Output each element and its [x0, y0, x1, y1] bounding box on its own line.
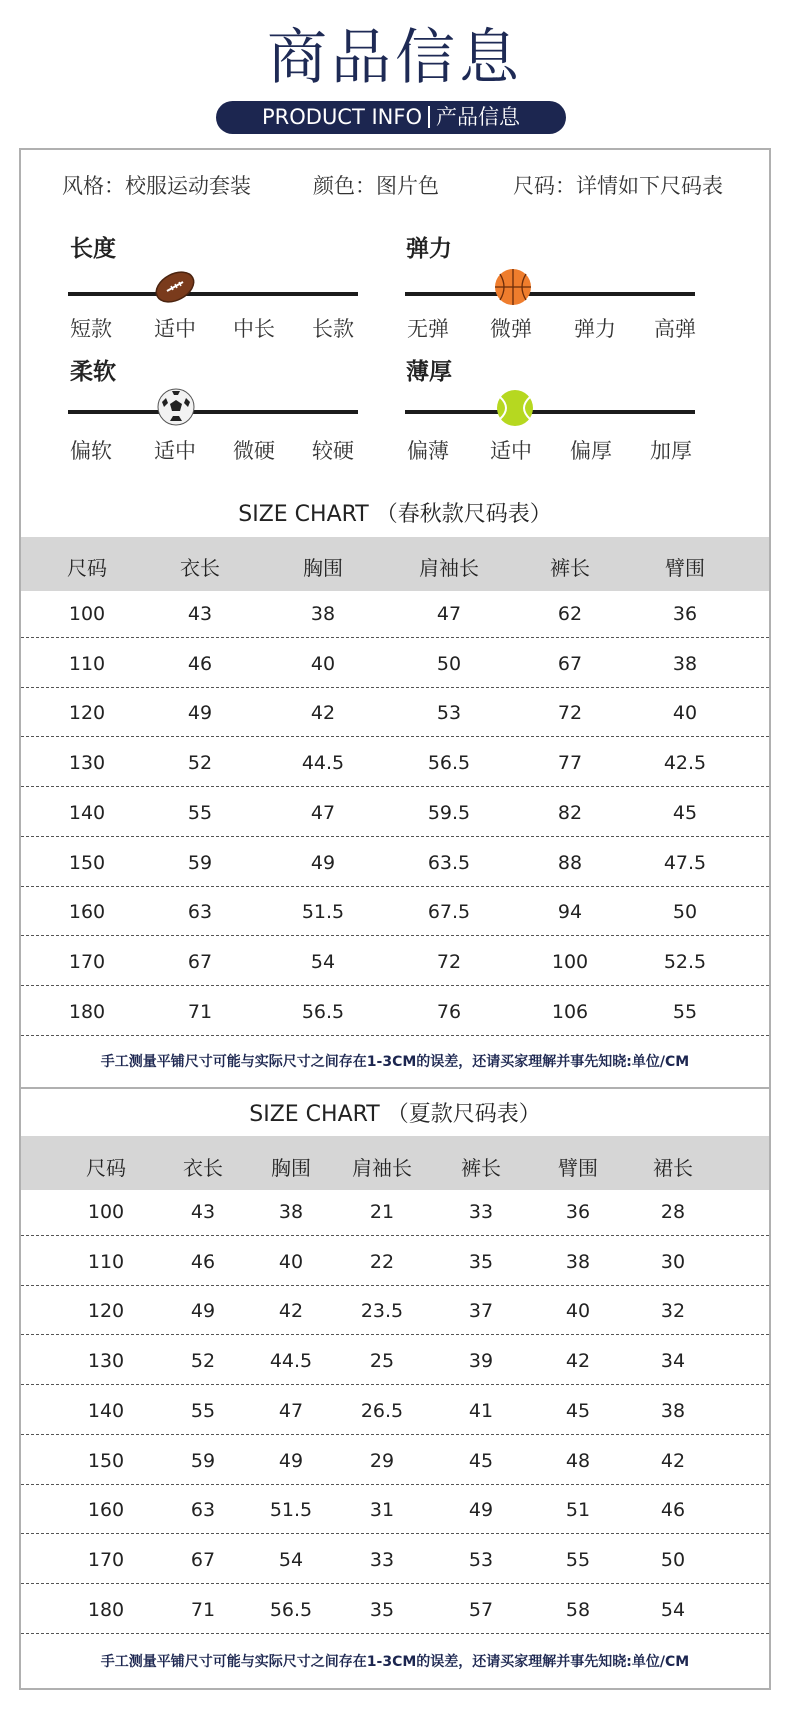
chart2-header-5: 臂围 — [558, 1156, 598, 1180]
chart2-cell: 67 — [190, 1548, 216, 1571]
chart2-cell: 51.5 — [269, 1499, 313, 1522]
chart1-cell: 72 — [557, 702, 583, 725]
chart1-cell: 59.5 — [427, 801, 471, 824]
chart2-cell: 33 — [369, 1548, 395, 1571]
chart2-cell: 40 — [278, 1250, 304, 1273]
chart1-cell: 120 — [68, 702, 106, 725]
softness-label-1: 适中 — [154, 439, 196, 463]
chart2-header-4: 裤长 — [461, 1156, 501, 1180]
chart2-cell: 57 — [468, 1598, 494, 1621]
chart1-cell: 38 — [310, 603, 336, 625]
chart1-header-row — [21, 537, 769, 591]
tennis-ball-icon — [496, 389, 534, 427]
chart2-cell: 22 — [369, 1250, 395, 1273]
chart1-cell: 43 — [187, 603, 213, 625]
length-label-3: 长款 — [312, 317, 354, 341]
size-info: 尺码：详情如下尺码表 — [513, 174, 723, 198]
chart2-cell: 42 — [278, 1300, 304, 1323]
chart1-cell: 42.5 — [663, 752, 707, 775]
chart2-cell: 29 — [369, 1449, 395, 1472]
chart1-cell: 160 — [68, 901, 106, 924]
table-row-divider — [21, 736, 769, 737]
chart1-cell: 51.5 — [301, 901, 345, 924]
chart1-cell: 40 — [310, 652, 336, 675]
chart1-cell: 36 — [672, 603, 698, 625]
thickness-title: 薄厚 — [406, 359, 452, 385]
chart1-cell: 94 — [557, 901, 583, 924]
chart2-cell: 120 — [87, 1300, 125, 1323]
chart1-cell: 52.5 — [663, 950, 707, 973]
chart2-cell: 38 — [660, 1399, 686, 1422]
chart2-header-0: 尺码 — [86, 1156, 126, 1180]
chart2-cell: 51 — [565, 1499, 591, 1522]
chart2-cell: 26.5 — [360, 1399, 404, 1422]
section-divider — [19, 1087, 771, 1089]
table-row-divider — [21, 1484, 769, 1485]
chart2-cell: 21 — [369, 1201, 395, 1223]
chart2-cell: 150 — [87, 1449, 125, 1472]
banner-chinese: 产品信息 — [436, 105, 520, 129]
chart2-cell: 40 — [565, 1300, 591, 1323]
chart2-cell: 31 — [369, 1499, 395, 1522]
chart1-header-1: 衣长 — [180, 556, 220, 580]
banner-separator — [428, 106, 430, 128]
table-row-divider — [21, 1035, 769, 1036]
chart2-cell: 49 — [278, 1449, 304, 1472]
chart1-cell: 130 — [68, 752, 106, 775]
chart1-cell: 49 — [187, 702, 213, 725]
chart2-cell: 56.5 — [269, 1598, 313, 1621]
info-frame — [19, 148, 771, 1690]
chart2-cell: 180 — [87, 1598, 125, 1621]
chart2-cell: 59 — [190, 1449, 216, 1472]
chart2-cell: 63 — [190, 1499, 216, 1522]
chart2-cell: 39 — [468, 1350, 494, 1373]
chart1-header-4: 裤长 — [550, 556, 590, 580]
chart1-cell: 77 — [557, 752, 583, 775]
thickness-scale-line — [405, 410, 695, 414]
softness-title: 柔软 — [70, 359, 116, 385]
length-label-0: 短款 — [70, 317, 112, 341]
chart2-cell: 140 — [87, 1399, 125, 1422]
chart2-cell: 42 — [565, 1350, 591, 1373]
elasticity-label-2: 弹力 — [574, 317, 616, 341]
chart1-cell: 59 — [187, 851, 213, 874]
chart1-cell: 54 — [310, 950, 336, 973]
style-info: 风格：校服运动套装 — [62, 174, 251, 198]
elasticity-scale-line — [405, 292, 695, 296]
chart2-cell: 130 — [87, 1350, 125, 1373]
chart1-cell: 72 — [436, 950, 462, 973]
chart2-cell: 100 — [87, 1201, 125, 1223]
table-row-divider — [21, 1235, 769, 1236]
chart2-cell: 45 — [468, 1449, 494, 1472]
chart1-header-5: 臂围 — [665, 556, 705, 580]
chart1-cell: 55 — [187, 801, 213, 824]
chart2-cell: 36 — [565, 1201, 591, 1223]
chart2-cell: 37 — [468, 1300, 494, 1323]
chart1-cell: 55 — [672, 1000, 698, 1023]
chart1-cell: 110 — [68, 652, 106, 675]
chart2-header-2: 胸围 — [271, 1156, 311, 1180]
color-info: 颜色：图片色 — [313, 174, 439, 198]
chart2-cell: 38 — [278, 1201, 304, 1223]
chart1-cell: 53 — [436, 702, 462, 725]
banner-english: PRODUCT INFO — [261, 105, 422, 129]
chart2-cell: 110 — [87, 1250, 125, 1273]
chart2-cell: 48 — [565, 1449, 591, 1472]
chart1-cell: 40 — [672, 702, 698, 725]
chart1-cell: 50 — [672, 901, 698, 924]
chart2-cell: 42 — [660, 1449, 686, 1472]
chart2-cell: 46 — [660, 1499, 686, 1522]
chart2-cell: 43 — [190, 1201, 216, 1223]
chart2-cell: 28 — [660, 1201, 686, 1223]
chart2-cell: 54 — [278, 1548, 304, 1571]
chart1-cell: 180 — [68, 1000, 106, 1023]
chart2-cell: 38 — [565, 1250, 591, 1273]
table-row-divider — [21, 637, 769, 638]
soccer-ball-icon — [157, 388, 195, 426]
chart1-cell: 170 — [68, 950, 106, 973]
chart2-cell: 46 — [190, 1250, 216, 1273]
chart1-cell: 100 — [551, 950, 589, 973]
chart2-cell: 41 — [468, 1399, 494, 1422]
table-row-divider — [21, 836, 769, 837]
chart1-cell: 100 — [68, 603, 106, 625]
thickness-label-3: 加厚 — [650, 439, 692, 463]
chart1-header-0: 尺码 — [67, 556, 107, 580]
table-row-divider — [21, 985, 769, 986]
chart1-cell: 56.5 — [427, 752, 471, 775]
chart1-cell: 47 — [310, 801, 336, 824]
length-title: 长度 — [70, 236, 116, 262]
softness-label-2: 微硬 — [233, 439, 275, 463]
chart2-header-1: 衣长 — [183, 1156, 223, 1180]
basketball-icon — [494, 268, 532, 306]
chart2-cell: 35 — [369, 1598, 395, 1621]
thickness-label-2: 偏厚 — [570, 439, 612, 463]
chart1-cell: 50 — [436, 652, 462, 675]
chart2-cell: 32 — [660, 1300, 686, 1323]
chart2-cell: 55 — [565, 1548, 591, 1571]
chart2-cell: 170 — [87, 1548, 125, 1571]
thickness-label-1: 适中 — [490, 439, 532, 463]
chart1-cell: 63.5 — [427, 851, 471, 874]
chart1-cell: 56.5 — [301, 1000, 345, 1023]
chart1-cell: 45 — [672, 801, 698, 824]
table-row-divider — [21, 1285, 769, 1286]
page-title: 商品信息 — [267, 23, 523, 93]
softness-label-0: 偏软 — [70, 439, 112, 463]
table-row-divider — [21, 1434, 769, 1435]
chart1-cell: 63 — [187, 901, 213, 924]
length-label-1: 适中 — [154, 317, 196, 341]
elasticity-label-0: 无弹 — [407, 317, 449, 341]
chart2-cell: 53 — [468, 1548, 494, 1571]
football-icon — [153, 269, 197, 305]
table-row-divider — [21, 1583, 769, 1584]
chart1-cell: 106 — [551, 1000, 589, 1023]
chart2-title: SIZE CHART （夏款尺码表） — [249, 1102, 541, 1127]
chart1-title: SIZE CHART （春秋款尺码表） — [238, 502, 552, 527]
chart1-cell: 67 — [557, 652, 583, 675]
chart1-cell: 47 — [436, 603, 462, 625]
chart2-cell: 44.5 — [269, 1350, 313, 1373]
product-info-banner — [216, 101, 566, 134]
chart2-cell: 52 — [190, 1350, 216, 1373]
softness-scale-line — [68, 410, 358, 414]
chart2-cell: 58 — [565, 1598, 591, 1621]
elasticity-label-3: 高弹 — [654, 317, 696, 341]
chart1-note: 手工测量平铺尺寸可能与实际尺寸之间存在1-3CM的误差，还请买家理解并事先知晓:单位/CM — [100, 1054, 690, 1070]
chart2-cell: 49 — [190, 1300, 216, 1323]
chart1-cell: 67 — [187, 950, 213, 973]
chart2-cell: 50 — [660, 1548, 686, 1571]
chart1-cell: 42 — [310, 702, 336, 725]
chart1-header-3: 肩袖长 — [419, 556, 479, 580]
chart2-cell: 30 — [660, 1250, 686, 1273]
chart1-cell: 88 — [557, 851, 583, 874]
chart1-cell: 150 — [68, 851, 106, 874]
chart2-cell: 71 — [190, 1598, 216, 1621]
elasticity-label-1: 微弹 — [490, 317, 532, 341]
chart1-cell: 47.5 — [663, 851, 707, 874]
chart2-cell: 55 — [190, 1399, 216, 1422]
chart2-cell: 25 — [369, 1350, 395, 1373]
chart1-cell: 52 — [187, 752, 213, 775]
chart2-header-6: 裙长 — [653, 1156, 693, 1180]
table-row-divider — [21, 1384, 769, 1385]
chart1-cell: 44.5 — [301, 752, 345, 775]
chart2-cell: 54 — [660, 1598, 686, 1621]
chart1-header-2: 胸围 — [303, 556, 343, 580]
elasticity-title: 弹力 — [406, 236, 452, 262]
chart2-cell: 23.5 — [360, 1300, 404, 1323]
chart1-cell: 62 — [557, 603, 583, 625]
thickness-label-0: 偏薄 — [407, 439, 449, 463]
table-row-divider — [21, 886, 769, 887]
chart1-cell: 46 — [187, 652, 213, 675]
table-row-divider — [21, 1533, 769, 1534]
chart1-cell: 49 — [310, 851, 336, 874]
length-scale-line — [68, 292, 358, 296]
chart2-cell: 49 — [468, 1499, 494, 1522]
chart2-cell: 45 — [565, 1399, 591, 1422]
chart1-cell: 140 — [68, 801, 106, 824]
chart2-cell: 47 — [278, 1399, 304, 1422]
chart2-cell: 33 — [468, 1201, 494, 1223]
table-row-divider — [21, 935, 769, 936]
length-label-2: 中长 — [233, 317, 275, 341]
chart2-cell: 34 — [660, 1350, 686, 1373]
table-row-divider — [21, 1334, 769, 1335]
chart2-header-3: 肩袖长 — [352, 1156, 412, 1180]
chart1-cell: 71 — [187, 1000, 213, 1023]
chart2-cell: 35 — [468, 1250, 494, 1273]
chart1-cell: 82 — [557, 801, 583, 824]
chart1-cell: 38 — [672, 652, 698, 675]
chart2-note: 手工测量平铺尺寸可能与实际尺寸之间存在1-3CM的误差，还请买家理解并事先知晓:单位/CM — [100, 1654, 690, 1670]
chart1-cell: 67.5 — [427, 901, 471, 924]
chart2-cell: 160 — [87, 1499, 125, 1522]
table-row-divider — [21, 687, 769, 688]
chart1-cell: 76 — [436, 1000, 462, 1023]
softness-label-3: 较硬 — [312, 439, 354, 463]
table-row-divider — [21, 786, 769, 787]
table-row-divider — [21, 1633, 769, 1634]
